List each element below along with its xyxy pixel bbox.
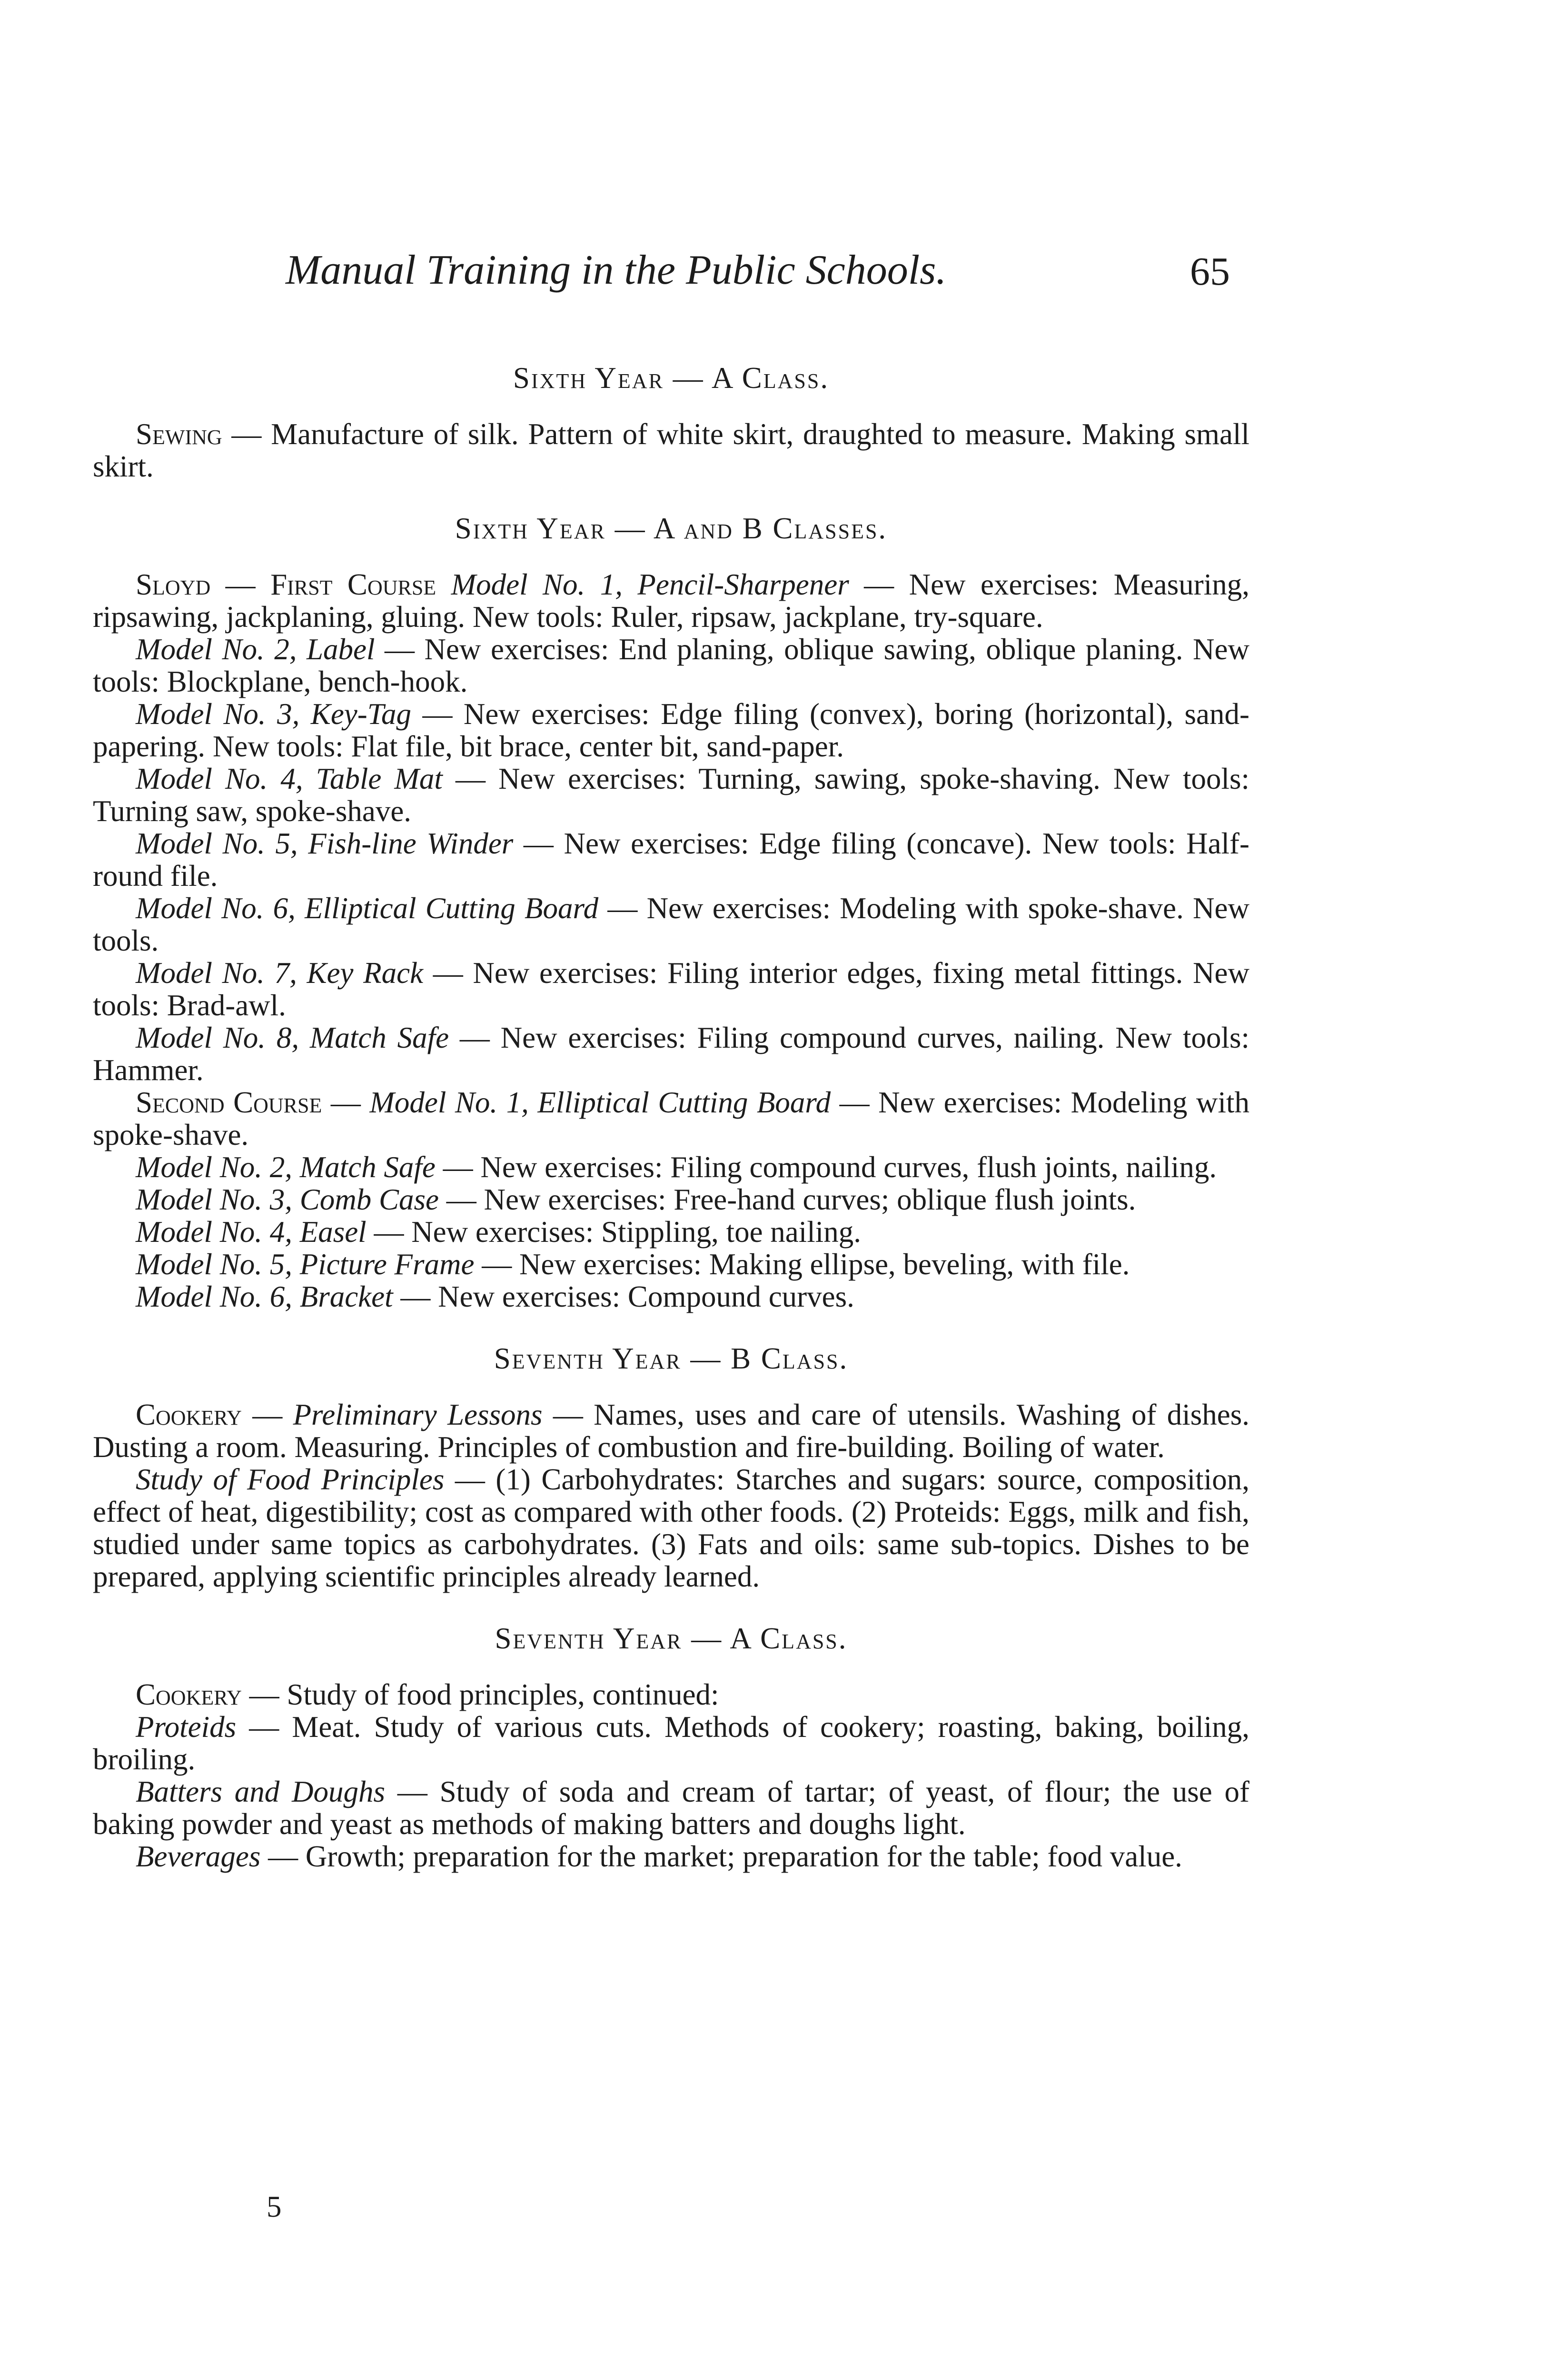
sewing-paragraph bbox=[93, 418, 1249, 483]
sewing-label: Sewing bbox=[136, 417, 222, 451]
cookery-label: Cookery bbox=[136, 1398, 242, 1431]
item-text: — Study of soda and cream of tartar; of yeast, of flour; the use of baking powder and yeast as methods of making batters and doughs light. bbox=[93, 1775, 1249, 1841]
model-title: Model No. 3, Comb Case bbox=[136, 1183, 439, 1216]
second-course-model-2 bbox=[93, 1151, 1249, 1183]
sloyd-model-3 bbox=[93, 698, 1249, 763]
sloyd-model-1 bbox=[93, 568, 1249, 633]
model-title: Model No. 1, Pencil-Sharpener bbox=[451, 568, 849, 601]
model-text: — New exercises: Free-hand curves; oblique flush joints. bbox=[438, 1183, 1136, 1216]
model-title: Model No. 3, Key-Tag bbox=[136, 697, 411, 731]
cookery-batters bbox=[93, 1775, 1249, 1840]
model-text: — New exercises: Edge filing (convex), boring (horizontal), sand-papering. New tools: Flat file, bit brace, center bit, sand-paper. bbox=[93, 697, 1249, 763]
sloyd-model-8 bbox=[93, 1021, 1249, 1086]
model-title: Model No. 7, Key Rack bbox=[136, 956, 424, 990]
sloyd-model-7 bbox=[93, 957, 1249, 1021]
cookery-intro bbox=[93, 1678, 1249, 1711]
section-heading-seventh-a: Seventh Year — A Class. bbox=[495, 1622, 848, 1655]
item-title: Batters and Doughs bbox=[136, 1775, 386, 1808]
page-number: 65 bbox=[1190, 249, 1230, 294]
model-text: — New exercises: Filing compound curves, flush joints, nailing. bbox=[435, 1150, 1217, 1184]
prelim-text: — Names, uses and care of utensils. Washing of dishes. Dusting a room. Measuring. Principles of combustion and fire-building. Boiling of water. bbox=[93, 1398, 1249, 1464]
second-course-label: Second Course bbox=[136, 1086, 322, 1119]
model-text: — New exercises: Edge filing (concave). New tools: Half-round file. bbox=[93, 827, 1249, 892]
item-text: — Growth; preparation for the market; preparation for the table; food value. bbox=[260, 1840, 1182, 1873]
model-text: — New exercises: Measuring, ripsawing, jackplaning, gluing. New tools: Ruler, ripsaw, jackplane, try-square. bbox=[93, 568, 1249, 634]
study-text: — (1) Carbohydrates: Starches and sugars: source, composition, effect of heat, digestibility; cost as compared with other foods. (2) Proteids: Eggs, milk and fish, studied under same topics as carbohydrates. (3) Fats and oils: same sub-topics. Dishes to be prepared, applying scientific principles already learned. bbox=[93, 1463, 1250, 1593]
sloyd-model-6 bbox=[93, 892, 1249, 957]
item-title: Proteids bbox=[136, 1710, 237, 1744]
model-title: Model No. 5, Picture Frame bbox=[136, 1248, 475, 1281]
model-title: Model No. 1, Elliptical Cutting Board bbox=[369, 1086, 831, 1119]
section-heading-sixth-a: Sixth Year — A Class. bbox=[513, 361, 830, 395]
sloyd-model-2 bbox=[93, 633, 1249, 698]
model-text: — New exercises: Turning, sawing, spoke-shaving. New tools: Turning saw, spoke-shave. bbox=[93, 762, 1250, 828]
cookery-study bbox=[93, 1463, 1249, 1593]
section-heading-sixth-ab: Sixth Year — A and B Classes. bbox=[455, 512, 888, 545]
sloyd-model-5 bbox=[93, 827, 1249, 892]
model-title: Model No. 2, Label bbox=[136, 633, 375, 666]
item-title: Beverages bbox=[136, 1840, 261, 1873]
second-course-model-3 bbox=[93, 1183, 1249, 1216]
cookery-preliminary: Cookery — Preliminary Lessons — Names, uses and care of utensils. Washing of dishes. Dusting a room. Measuring. Principles of combustion and fire-building. Boiling of water. bbox=[93, 1398, 1249, 1464]
model-title: Model No. 8, Match Safe bbox=[136, 1021, 449, 1054]
cookery-proteids bbox=[93, 1711, 1249, 1775]
model-title: Model No. 6, Elliptical Cutting Board bbox=[136, 892, 599, 925]
model-text: — New exercises: Modeling with spoke-shave. bbox=[93, 1086, 1249, 1151]
model-title: Model No. 4, Easel bbox=[136, 1215, 367, 1249]
cookery-text: — Study of food principles, continued: bbox=[241, 1678, 719, 1711]
running-header-title: Manual Training in the Public Schools. bbox=[286, 247, 947, 293]
sloyd-model-4 bbox=[93, 763, 1249, 827]
signature-mark: 5 bbox=[267, 2190, 282, 2223]
section-heading-seventh-b: Seventh Year — B Class. bbox=[494, 1342, 849, 1375]
model-text: — New exercises: Filing interior edges, fixing metal fittings. New tools: Brad-awl. bbox=[93, 956, 1249, 1022]
model-text: — New exercises: Stippling, toe nailing. bbox=[366, 1215, 862, 1249]
model-title: Model No. 4, Table Mat bbox=[136, 762, 443, 795]
model-text: — New exercises: End planing, oblique sawing, oblique planing. New tools: Blockplane, bench-hook. bbox=[93, 633, 1249, 698]
model-text: — New exercises: Filing compound curves, nailing. New tools: Hammer. bbox=[93, 1021, 1249, 1087]
model-text: — New exercises: Modeling with spoke-shave. New tools. bbox=[93, 892, 1250, 957]
second-course-model-5 bbox=[93, 1248, 1249, 1280]
second-course-model-1: Second Course — Model No. 1, Elliptical Cutting Board — New exercises: Modeling with spoke-shave. bbox=[93, 1086, 1249, 1151]
model-text: — New exercises: Making ellipse, beveling, with file. bbox=[474, 1248, 1130, 1281]
prelim-title: Preliminary Lessons bbox=[293, 1398, 543, 1431]
second-course-model-6 bbox=[93, 1280, 1249, 1313]
item-text: — Meat. Study of various cuts. Methods of cookery; roasting, baking, boiling, broiling. bbox=[93, 1710, 1249, 1776]
sewing-text: — Manufacture of silk. Pattern of white skirt, draughted to measure. Making small skirt. bbox=[93, 417, 1249, 483]
cookery-label: Cookery bbox=[136, 1678, 242, 1711]
second-course-model-4 bbox=[93, 1216, 1249, 1248]
sloyd-label: Sloyd — First Course bbox=[136, 568, 436, 601]
page-body bbox=[93, 362, 1249, 1873]
cookery-beverages bbox=[93, 1840, 1249, 1873]
study-title: Study of Food Principles bbox=[136, 1463, 445, 1496]
model-title: Model No. 5, Fish-line Winder bbox=[136, 827, 514, 860]
model-text: — New exercises: Compound curves. bbox=[393, 1280, 854, 1313]
model-title: Model No. 2, Match Safe bbox=[136, 1150, 436, 1184]
model-title: Model No. 6, Bracket bbox=[136, 1280, 393, 1313]
